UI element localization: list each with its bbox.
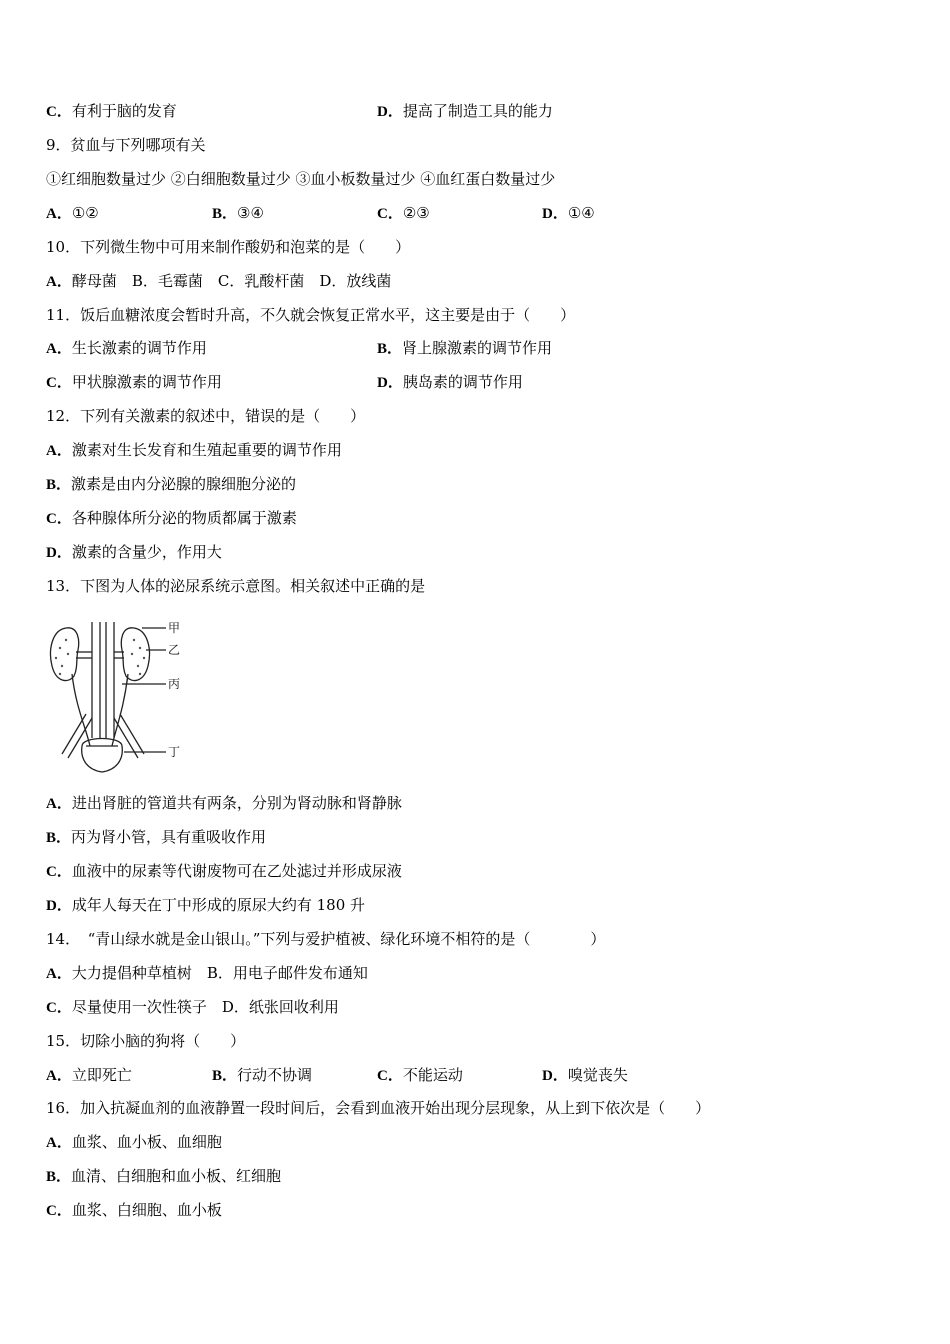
q9-option-b: B．③④ bbox=[212, 204, 264, 222]
q13-option-a: A．进出肾脏的管道共有两条，分别为肾动脉和肾静脉 bbox=[46, 794, 402, 812]
q14-stem: 14． “青山绿水就是金山银山。”下列与爱护植被、绿化环境不相符的是（ ） bbox=[46, 930, 606, 948]
q12-option-c: C．各种腺体所分泌的物质都属于激素 bbox=[46, 509, 297, 527]
q11-option-b: B．肾上腺激素的调节作用 bbox=[377, 339, 553, 357]
q15-option-a: A．立即死亡 bbox=[46, 1066, 132, 1084]
q11-option-d: D．胰岛素的调节作用 bbox=[377, 373, 523, 391]
q9-list: ①红细胞数量过少 ②白细胞数量过少 ③血小板数量过少 ④血红蛋白数量过少 bbox=[46, 170, 556, 188]
q16-option-a: A．血浆、血小板、血细胞 bbox=[46, 1133, 222, 1151]
q10-options: A．酵母菌 B．毛霉菌 C．乳酸杆菌 D．放线菌 bbox=[46, 272, 392, 290]
q15-option-d: D．嗅觉丧失 bbox=[542, 1066, 628, 1084]
q13-stem: 13．下图为人体的泌尿系统示意图。相关叙述中正确的是 bbox=[46, 577, 426, 595]
q16-option-b: B．血清、白细胞和血小板、红细胞 bbox=[46, 1167, 282, 1185]
q12-option-d: D．激素的含量少，作用大 bbox=[46, 543, 222, 561]
q12-option-b: B．激素是由内分泌腺的腺细胞分泌的 bbox=[46, 475, 297, 493]
q9-option-c: C．②③ bbox=[377, 204, 430, 222]
q14-options-ab: A．大力提倡种草植树 B．用电子邮件发布通知 bbox=[46, 964, 368, 982]
figure-label-yi: 乙 bbox=[168, 643, 181, 657]
urinary-system-figure bbox=[46, 618, 186, 774]
figure-label-jia: 甲 bbox=[168, 621, 181, 635]
q14-options-cd: C．尽量使用一次性筷子 D．纸张回收利用 bbox=[46, 998, 339, 1016]
q10-stem: 10．下列微生物中可用来制作酸奶和泡菜的是（ ） bbox=[46, 238, 411, 256]
q16-option-c: C．血浆、白细胞、血小板 bbox=[46, 1201, 222, 1219]
q9-option-d: D．①④ bbox=[542, 204, 595, 222]
q15-option-b: B．行动不协调 bbox=[212, 1066, 313, 1084]
q13-option-c: C．血液中的尿素等代谢废物可在乙处滤过并形成尿液 bbox=[46, 862, 402, 880]
q12-stem: 12．下列有关激素的叙述中，错误的是（ ） bbox=[46, 407, 366, 425]
q16-stem: 16．加入抗凝血剂的血液静置一段时间后，会看到血液开始出现分层现象，从上到下依次是（ ） bbox=[46, 1099, 711, 1117]
figure-label-ding: 丁 bbox=[168, 745, 181, 759]
q11-option-c: C．甲状腺激素的调节作用 bbox=[46, 373, 222, 391]
q11-option-a: A．生长激素的调节作用 bbox=[46, 339, 207, 357]
q9-stem: 9．贫血与下列哪项有关 bbox=[46, 136, 206, 154]
q11-stem: 11．饭后血糖浓度会暂时升高，不久就会恢复正常水平，这主要是由于（ ） bbox=[46, 306, 576, 324]
q9-option-a: A．①② bbox=[46, 204, 99, 222]
q13-option-d: D．成年人每天在丁中形成的原尿大约有 180 升 bbox=[46, 896, 366, 914]
q8-option-d: D．提高了制造工具的能力 bbox=[377, 102, 553, 120]
q8-option-c: C．有利于脑的发育 bbox=[46, 102, 177, 120]
q13-option-b: B．丙为肾小管，具有重吸收作用 bbox=[46, 828, 267, 846]
figure-label-bing: 丙 bbox=[168, 677, 181, 691]
q15-stem: 15．切除小脑的狗将（ ） bbox=[46, 1032, 246, 1050]
q12-option-a: A．激素对生长发育和生殖起重要的调节作用 bbox=[46, 441, 342, 459]
q15-option-c: C．不能运动 bbox=[377, 1066, 463, 1084]
